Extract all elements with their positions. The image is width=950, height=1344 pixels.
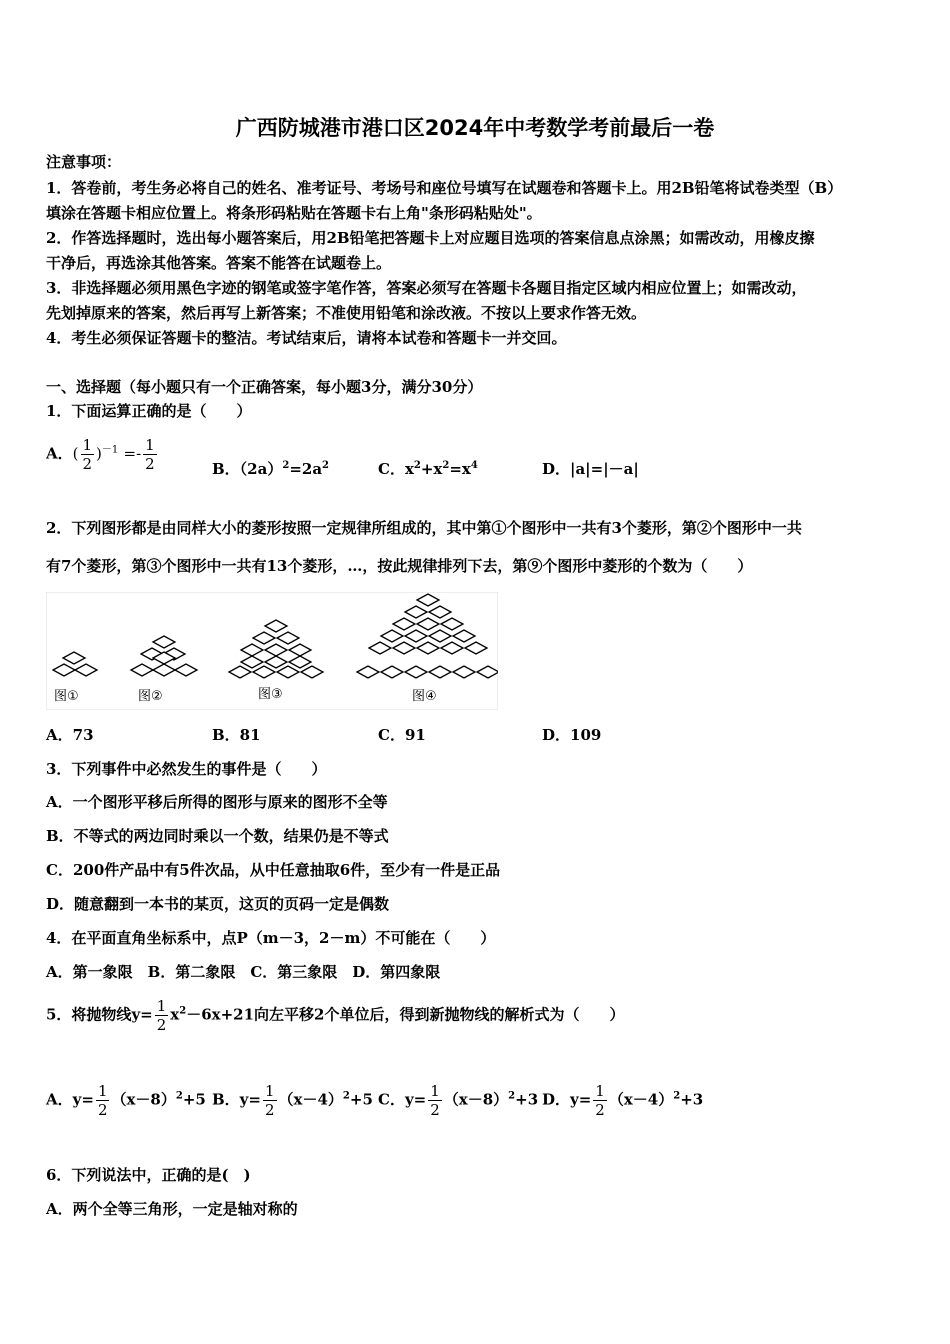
question-4-stem: 4．在平面直角坐标系中，点P（m－3，2－m）不可能在（ ） (46, 929, 496, 947)
figure-label-4: 图④ (412, 689, 437, 704)
question-3-stem: 3．下列事件中必然发生的事件是（ ） (46, 760, 327, 778)
question-2-line2: 有7个菱形，第③个图形中一共有13个菱形，…，按此规律排列下去，第⑨个图形中菱形的个数为（ ） (46, 557, 753, 575)
note-line: 2．作答选择题时，选出每小题答案后，用2B铅笔把答题卡上对应题目选项的答案信息点涂黑；如需改动，用橡皮擦 (46, 229, 815, 247)
question-1-stem: 1．下面运算正确的是（ ） (46, 402, 252, 420)
note-line: 3．非选择题必须用黑色字迹的钢笔或签字笔作答，答案必须写在答题卡各题目指定区域内相应位置上；如需改动， (46, 279, 807, 297)
q2-option-b: B．81 (212, 726, 261, 744)
question-2-line1: 2．下列图形都是由同样大小的菱形按照一定规律所组成的，其中第①个图形中一共有3个菱形，第②个图形中一共 (46, 519, 802, 537)
rhombus-pattern-svg (46, 592, 498, 710)
q2-option-c: C．91 (378, 726, 426, 744)
q3-option-a: A．一个图形平移后所得的图形与原来的图形不全等 (46, 793, 388, 811)
section-heading: 一、选择题（每小题只有一个正确答案，每小题3分，满分30分） (46, 378, 483, 396)
rhombus-pattern-figure (46, 592, 498, 710)
question-6-stem: 6．下列说法中，正确的是( ) (46, 1166, 251, 1184)
q3-option-d: D．随意翻到一本书的某页，这页的页码一定是偶数 (46, 895, 390, 913)
q3-option-c: C．200件产品中有5件次品，从中任意抽取6件，至少有一件是正品 (46, 861, 501, 879)
note-line: 1．答卷前，考生务必将自己的姓名、准考证号、考场号和座位号填写在试题卷和答题卡上。用2B铅笔将试卷类型（B） (46, 179, 843, 197)
note-line: 4．考生必须保证答题卡的整洁。考试结束后，请将本试卷和答题卡一并交回。 (46, 329, 567, 347)
q5-option-b: B．y= $\frac{1}{2}$ $(x-4)^2+5$ (212, 1082, 373, 1119)
q6-option-a: A．两个全等三角形，一定是轴对称的 (46, 1200, 298, 1218)
q5-option-d: D．y= $\frac{1}{2}$ $(x-4)^2+3$ (542, 1082, 704, 1119)
q2-option-d: D．109 (542, 726, 602, 744)
q1-option-c: C．$x^2+x^2=x^4$ (378, 460, 478, 478)
q2-option-a: A．73 (46, 726, 94, 744)
figure-label-1: 图① (54, 689, 79, 704)
q1-option-b: B．$(2a)^2=2a^2$ (212, 460, 330, 478)
q1-option-d: D．|a|=|－a| (542, 460, 639, 478)
figure-label-3: 图③ (258, 687, 283, 702)
question-5-stem: 5．将抛物线y= $\frac{1}{2}$ $x^2-6x+21$向左平移2个单位后，得到新抛物线的解析式为（ ） (46, 997, 625, 1034)
q3-option-b: B．不等式的两边同时乘以一个数，结果仍是不等式 (46, 827, 389, 845)
note-line: 先划掉原来的答案，然后再写上新答案；不准使用铅笔和涂改液。不按以上要求作答无效。 (46, 304, 647, 322)
notes-heading: 注意事项： (46, 153, 122, 171)
note-line: 干净后，再选涂其他答案。答案不能答在试题卷上。 (46, 254, 392, 272)
figure-label-2: 图② (138, 689, 163, 704)
q5-option-c: C．y= $\frac{1}{2}$ $(x-8)^2+3$ (378, 1082, 539, 1119)
q1-option-a: A．( $\frac{1}{2}$ )$^{-1}$ =- $\frac{1}{2}$ (46, 436, 155, 473)
q5-option-a: A．y= $\frac{1}{2}$ $(x-8)^2+5$ (46, 1082, 206, 1119)
page-title: 广西防城港市港口区2024年中考数学考前最后一卷 (235, 116, 715, 140)
q4-options: A．第一象限 B．第二象限 C．第三象限 D．第四象限 (46, 963, 441, 981)
note-line: 填涂在答题卡相应位置上。将条形码粘贴在答题卡右上角"条形码粘贴处"。 (46, 204, 542, 222)
